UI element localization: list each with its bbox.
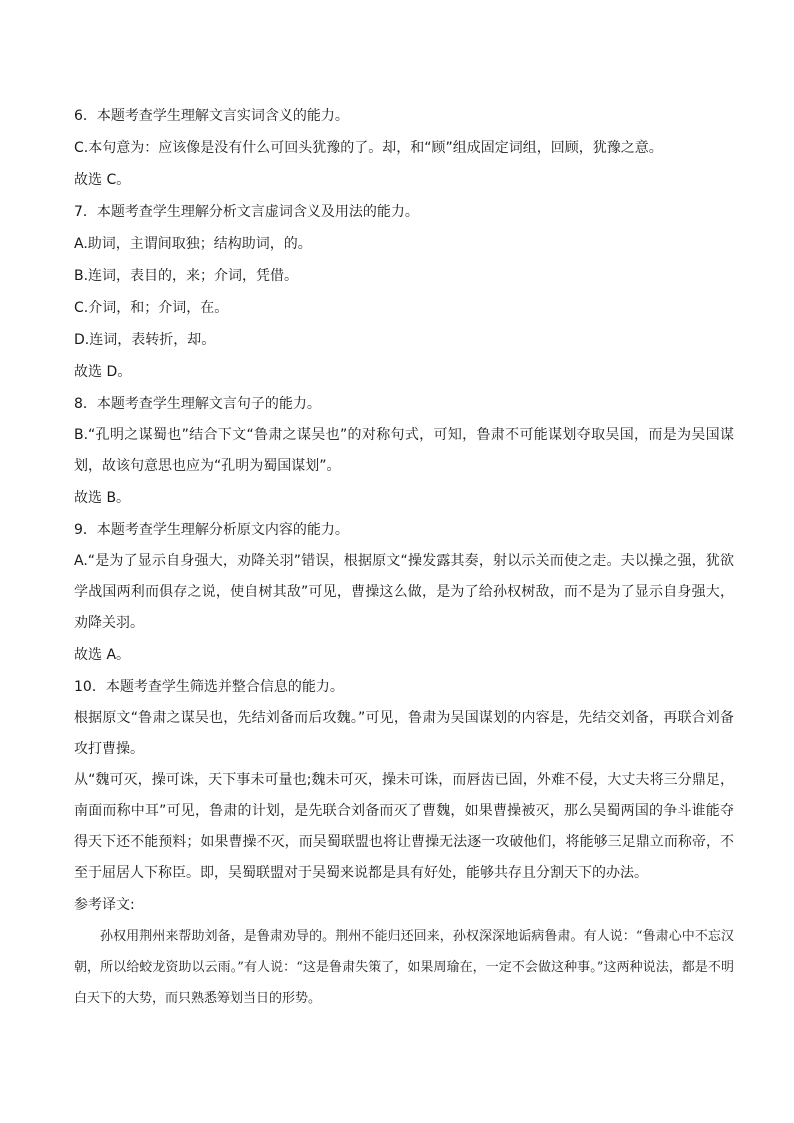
q9-heading: 9．本题考查学生理解分析原文内容的能力。 <box>74 522 349 538</box>
q7-option-b: B.连词，表目的，来；介词，凭借。 <box>74 268 299 284</box>
translation-label: 参考译文: <box>74 897 135 913</box>
q9-explanation: A.“是为了显示自身强大，劝降关羽”错误，根据原文“操发露其奏，射以示关而使之走。夫以操之强，犹欲学战国两利而俱存之说，使自树其敌”可见，曹操这么做，是为了给孙权树敌，而不是为了显示自身强大，劝降关羽。 <box>74 553 734 631</box>
q7-option-c: C.介词，和；介词，在。 <box>74 300 229 316</box>
q8-heading: 8．本题考查学生理解文言句子的能力。 <box>74 396 321 412</box>
answer-explanations <box>74 100 734 1014</box>
q9-answer: 故选 A。 <box>74 647 131 663</box>
q10-paragraph-2: 从“魏可灭，操可诛，天下事未可量也;魏未可灭，操未可诛，而唇齿已固，外难不侵，大丈夫将三分鼎足，南面而称中耳”可见，鲁肃的计划，是先联合刘备而灭了曹魏，如果曹操被灭，那么吴蜀两国的争斗谁能夺得天下还不能预料；如果曹操不灭，而吴蜀联盟也将让曹操无法逐一攻破他们，将能够三足鼎立而称帝，不至于屈居人下称臣。即，吴蜀联盟对于吴蜀来说都是具有好处，能够共存且分割天下的办法。 <box>74 772 734 881</box>
q6-answer: 故选 C。 <box>74 172 131 188</box>
q7-answer: 故选 D。 <box>74 364 132 380</box>
q7-option-d: D.连词，表转折，却。 <box>74 332 216 348</box>
q8-explanation: B.“孔明之谋蜀也”结合下文“鲁肃之谋吴也”的对称句式，可知，鲁肃不可能谋划夺取吴国，而是为吴国谋划，故该句意思也应为“孔明为蜀国谋划”。 <box>74 427 734 474</box>
q8-answer: 故选 B。 <box>74 490 131 506</box>
q10-heading: 10．本题考查学生筛选并整合信息的能力。 <box>74 679 344 695</box>
q6-heading: 6．本题考查学生理解文言实词含义的能力。 <box>74 108 349 124</box>
q7-option-a: A.助词，主谓间取独；结构助词，的。 <box>74 236 312 252</box>
q6-explanation: C.本句意为：应该像是没有什么可回头犹豫的了。却，和“顾”组成固定词组，回顾，犹豫之意。 <box>74 140 663 156</box>
translation-body: 孙权用荆州来帮助刘备，是鲁肃劝导的。荆州不能归还回来，孙权深深地诟病鲁肃。有人说：“鲁肃心中不忘汉朝，所以给蛟龙资助以云雨。”有人说：“这是鲁肃失策了，如果周瑜在，一定不会做这种事。”这两种说法，都是不明白天下的大势，而只熟悉筹划当日的形势。 <box>74 929 734 1006</box>
q7-heading: 7．本题考查学生理解分析文言虚词含义及用法的能力。 <box>74 204 419 220</box>
q10-paragraph-1: 根据原文“鲁肃之谋吴也，先结刘备而后攻魏。”可见，鲁肃为吴国谋划的内容是，先结交刘备，再联合刘备攻打曹操。 <box>74 710 734 757</box>
